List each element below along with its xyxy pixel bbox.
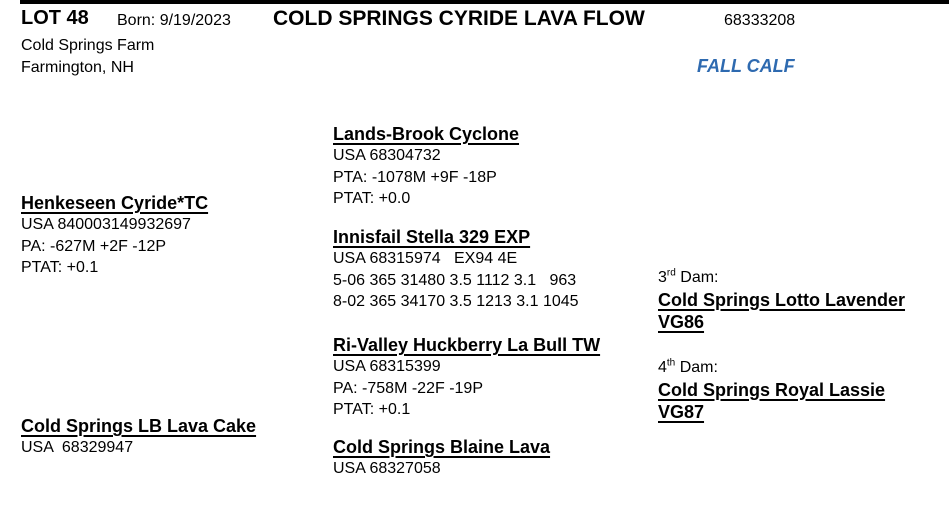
third-dam-label-sup: rd bbox=[666, 267, 676, 279]
birth-date: Born: 9/19/2023 bbox=[117, 12, 231, 29]
dam-sire-block bbox=[333, 334, 600, 421]
sire-reg: USA 840003149932697 bbox=[21, 216, 191, 233]
animal-name: COLD SPRINGS CYRIDE LAVA FLOW bbox=[273, 7, 645, 30]
registration-number: 68333208 bbox=[724, 12, 796, 29]
third-dam-label-num: 3 bbox=[658, 269, 667, 286]
third-dam-block bbox=[658, 267, 905, 333]
farm-name: Cold Springs Farm bbox=[21, 37, 155, 54]
farm-location: Farmington, NH bbox=[21, 59, 134, 76]
dam-sire-pa: PA: -758M -22F -19P bbox=[333, 379, 483, 397]
lot-number: LOT 48 bbox=[21, 7, 89, 29]
dam-name: Cold Springs LB Lava Cake bbox=[21, 416, 257, 436]
fourth-dam-label bbox=[658, 357, 885, 379]
dam-sire-reg: USA 68315399 bbox=[333, 358, 441, 375]
fourth-dam-label-sup: th bbox=[666, 357, 676, 369]
fourth-dam-block bbox=[658, 357, 885, 423]
sire-ptat: PTAT: +0.1 bbox=[21, 259, 99, 276]
breeder-info bbox=[21, 35, 154, 79]
sire-dam-record-1: 5-06 365 31480 3.5 1112 3.1 963 bbox=[333, 271, 577, 289]
category-label: FALL CALF bbox=[697, 56, 795, 76]
dam-dam-reg: USA 68327058 bbox=[333, 460, 441, 477]
fourth-dam-label-num: 4 bbox=[658, 359, 667, 376]
sire-sire-block bbox=[333, 123, 519, 210]
sire-dam-record-2: 8-02 365 34170 3.5 1213 3.1 1045 bbox=[333, 293, 579, 310]
third-dam-classification: VG86 bbox=[658, 311, 705, 332]
third-dam-label-rest: Dam: bbox=[675, 269, 719, 286]
sire-name: Henkeseen Cyride*TC bbox=[21, 193, 209, 213]
sire-sire-pta: PTA: -1078M +9F -18P bbox=[333, 168, 497, 186]
dam-sire-ptat: PTAT: +0.1 bbox=[333, 401, 411, 418]
sire-dam-block bbox=[333, 226, 579, 313]
sire-dam-name: Innisfail Stella 329 EXP bbox=[333, 227, 531, 247]
dam-dam-block bbox=[333, 436, 550, 480]
fourth-dam-label-rest: Dam: bbox=[675, 359, 718, 376]
fourth-dam-classification: VG87 bbox=[658, 401, 705, 422]
header-rule bbox=[20, 0, 949, 4]
sire-dam-reg: USA 68315974 EX94 4E bbox=[333, 250, 518, 267]
fourth-dam-name: Cold Springs Royal Lassie bbox=[658, 379, 886, 400]
sire-sire-name: Lands-Brook Cyclone bbox=[333, 124, 520, 144]
third-dam-label bbox=[658, 267, 905, 289]
sire-pa: PA: -627M +2F -12P bbox=[21, 237, 167, 255]
sire-sire-reg: USA 68304732 bbox=[333, 147, 441, 164]
sire-sire-ptat: PTAT: +0.0 bbox=[333, 190, 411, 207]
dam-dam-name: Cold Springs Blaine Lava bbox=[333, 437, 551, 457]
dam-block bbox=[21, 415, 256, 459]
third-dam-name: Cold Springs Lotto Lavender bbox=[658, 289, 906, 310]
dam-sire-name: Ri-Valley Huckberry La Bull TW bbox=[333, 335, 601, 355]
dam-reg: USA 68329947 bbox=[21, 439, 134, 456]
sire-block bbox=[21, 192, 208, 279]
